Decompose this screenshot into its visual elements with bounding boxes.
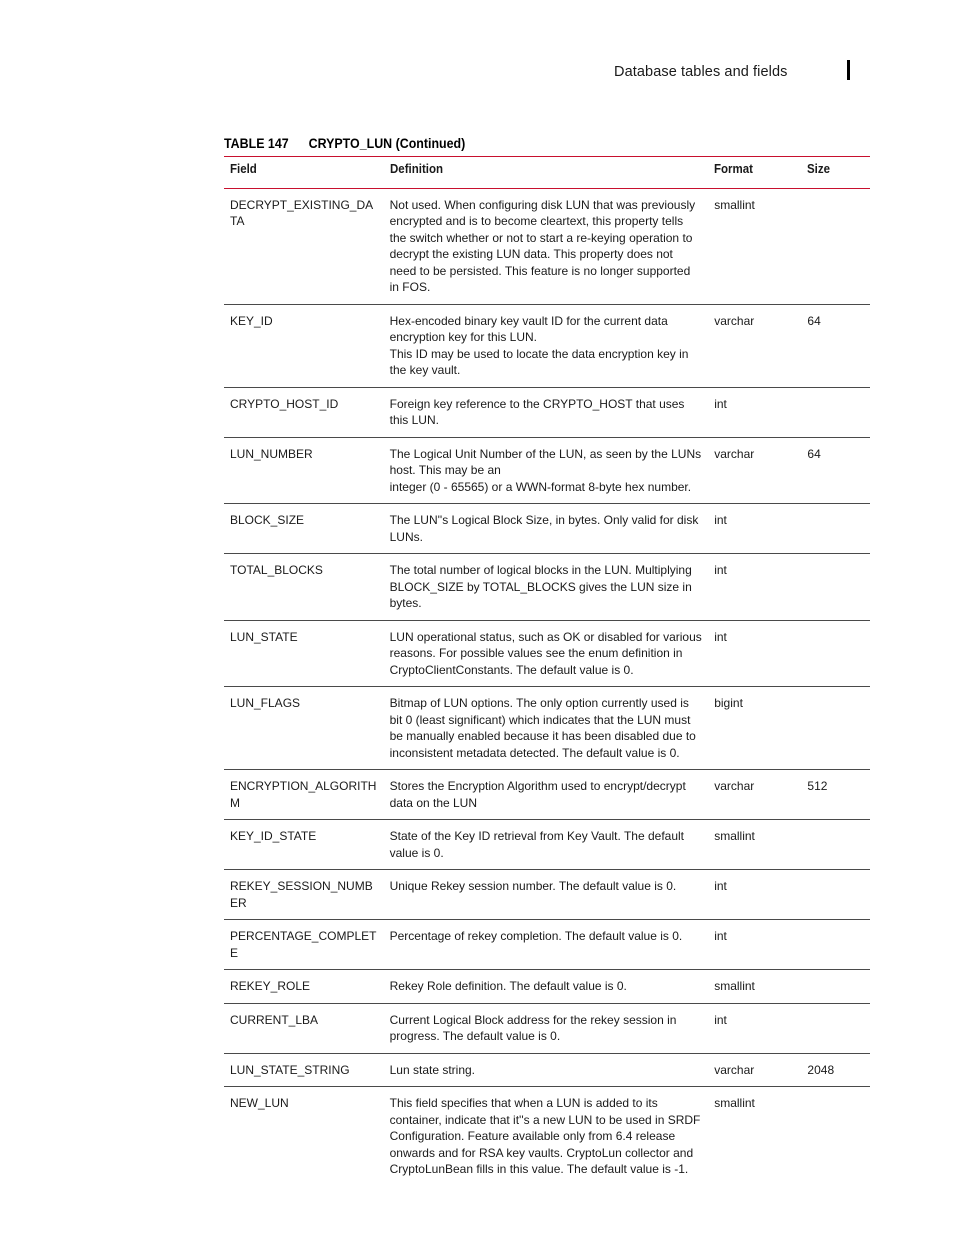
column-header-field: Field xyxy=(224,157,384,189)
cell-size: 64 xyxy=(801,304,870,387)
cell-format: varchar xyxy=(708,304,801,387)
cell-format: smallint xyxy=(708,970,801,1004)
table-row xyxy=(224,687,870,770)
cell-format: int xyxy=(708,1003,801,1053)
cell-format: smallint xyxy=(708,820,801,870)
cell-definition: Percentage of rekey completion. The default value is 0. xyxy=(384,920,709,970)
cell-size xyxy=(801,620,870,687)
cell-format: int xyxy=(708,620,801,687)
cell-definition: Rekey Role definition. The default value is 0. xyxy=(384,970,709,1004)
table-body xyxy=(224,188,870,1186)
cell-definition: Not used. When configuring disk LUN that was previously encrypted and is to become cleartext, this property tells the switch whether or not to start a re-keying operation to decrypt the existing LUN data. This property does not need to be persisted. This feature is no longer supported in FOS. xyxy=(384,188,709,304)
cell-definition: LUN operational status, such as OK or disabled for various reasons. For possible values see the enum definition in CryptoClientConstants. The default value is 0. xyxy=(384,620,709,687)
table-header-row xyxy=(224,157,870,189)
cell-definition: Foreign key reference to the CRYPTO_HOST that uses this LUN. xyxy=(384,387,709,437)
cell-field: DECRYPT_EXISTING_DATA xyxy=(224,188,384,304)
table-row xyxy=(224,1003,870,1053)
cell-format: int xyxy=(708,554,801,621)
cell-size xyxy=(801,1003,870,1053)
cell-definition: The total number of logical blocks in the LUN. Multiplying BLOCK_SIZE by TOTAL_BLOCKS gives the LUN size in bytes. xyxy=(384,554,709,621)
table-row xyxy=(224,387,870,437)
cell-size xyxy=(801,554,870,621)
cell-size xyxy=(801,188,870,304)
table-row xyxy=(224,554,870,621)
table-row xyxy=(224,304,870,387)
table-title: CRYPTO_LUN (Continued) xyxy=(308,136,466,151)
cell-format: smallint xyxy=(708,188,801,304)
crypto-lun-table xyxy=(224,156,870,1186)
cell-size xyxy=(801,1087,870,1186)
cell-size xyxy=(801,504,870,554)
table-row xyxy=(224,820,870,870)
cell-format: bigint xyxy=(708,687,801,770)
cell-field: REKEY_ROLE xyxy=(224,970,384,1004)
cell-field: LUN_FLAGS xyxy=(224,687,384,770)
cell-format: int xyxy=(708,870,801,920)
cell-format: int xyxy=(708,504,801,554)
cell-definition: Current Logical Block address for the rekey session in progress. The default value is 0. xyxy=(384,1003,709,1053)
cell-field: CURRENT_LBA xyxy=(224,1003,384,1053)
cell-size: 64 xyxy=(801,437,870,504)
cell-field: BLOCK_SIZE xyxy=(224,504,384,554)
cell-field: LUN_NUMBER xyxy=(224,437,384,504)
cell-format: smallint xyxy=(714,1096,755,1110)
cell-format: int xyxy=(708,920,801,970)
table-row xyxy=(224,1087,870,1186)
table-row xyxy=(224,1053,870,1087)
cell-field: KEY_ID xyxy=(224,304,384,387)
cell-definition: State of the Key ID retrieval from Key Vault. The default value is 0. xyxy=(384,820,709,870)
cell-definition: Bitmap of LUN options. The only option currently used is bit 0 (least significant) which indicates that the LUN must be manually enabled because it has been disabled due to inconsistent metadata detected. The default value is 0. xyxy=(384,687,709,770)
cell-field: KEY_ID_STATE xyxy=(224,820,384,870)
running-header-title: Database tables and fields xyxy=(614,64,788,80)
cell-field: CRYPTO_HOST_ID xyxy=(224,387,384,437)
column-header-size: Size xyxy=(801,157,870,189)
cell-field: PERCENTAGE_COMPLETE xyxy=(224,920,384,970)
table-row xyxy=(224,504,870,554)
cell-size xyxy=(801,820,870,870)
table-row xyxy=(224,920,870,970)
cell-field: ENCRYPTION_ALGORITHM xyxy=(224,770,384,820)
column-header-format: Format xyxy=(708,157,801,189)
cell-definition: The Logical Unit Number of the LUN, as seen by the LUNs host. This may be an integer (0 - 65565) or a WWN-format 8-byte hex number. xyxy=(384,437,709,504)
cell-definition: Lun state string. xyxy=(384,1053,709,1087)
cell-format: varchar xyxy=(708,1053,801,1087)
header-bar-marker xyxy=(847,60,850,80)
cell-format: varchar xyxy=(708,770,801,820)
table-row xyxy=(224,437,870,504)
cell-size xyxy=(801,687,870,770)
table-row xyxy=(224,188,870,304)
cell-field: TOTAL_BLOCKS xyxy=(224,554,384,621)
cell-size: 2048 xyxy=(801,1053,870,1087)
cell-field: NEW_LUN xyxy=(230,1096,289,1110)
cell-size xyxy=(801,870,870,920)
cell-field: LUN_STATE xyxy=(224,620,384,687)
table-row xyxy=(224,870,870,920)
cell-definition: Hex-encoded binary key vault ID for the current data encryption key for this LUN. This ID may be used to locate the data encryption key in the key vault. xyxy=(384,304,709,387)
cell-definition: Stores the Encryption Algorithm used to encrypt/decrypt data on the LUN xyxy=(384,770,709,820)
table-row xyxy=(224,770,870,820)
cell-format: int xyxy=(708,387,801,437)
cell-size xyxy=(801,970,870,1004)
cell-definition: The LUN''s Logical Block Size, in bytes. Only valid for disk LUNs. xyxy=(384,504,709,554)
cell-size: 512 xyxy=(801,770,870,820)
cell-format: varchar xyxy=(708,437,801,504)
cell-definition: This field specifies that when a LUN is added to its container, indicate that it''s a new LUN to be used in SRDF Configuration. Feature available only from 6.4 release onwards and for RSA key vaults. CryptoLun collector and CryptoLunBean fills in this value. The default value is -1. xyxy=(389,1096,701,1176)
table-row xyxy=(224,970,870,1004)
table-row xyxy=(224,620,870,687)
column-header-definition: Definition xyxy=(384,157,709,189)
cell-field: REKEY_SESSION_NUMBER xyxy=(224,870,384,920)
cell-field: LUN_STATE_STRING xyxy=(224,1053,384,1087)
table-caption xyxy=(224,136,465,151)
cell-definition: Unique Rekey session number. The default value is 0. xyxy=(384,870,709,920)
table-number: TABLE 147 xyxy=(224,136,289,151)
cell-size xyxy=(801,920,870,970)
cell-size xyxy=(801,387,870,437)
